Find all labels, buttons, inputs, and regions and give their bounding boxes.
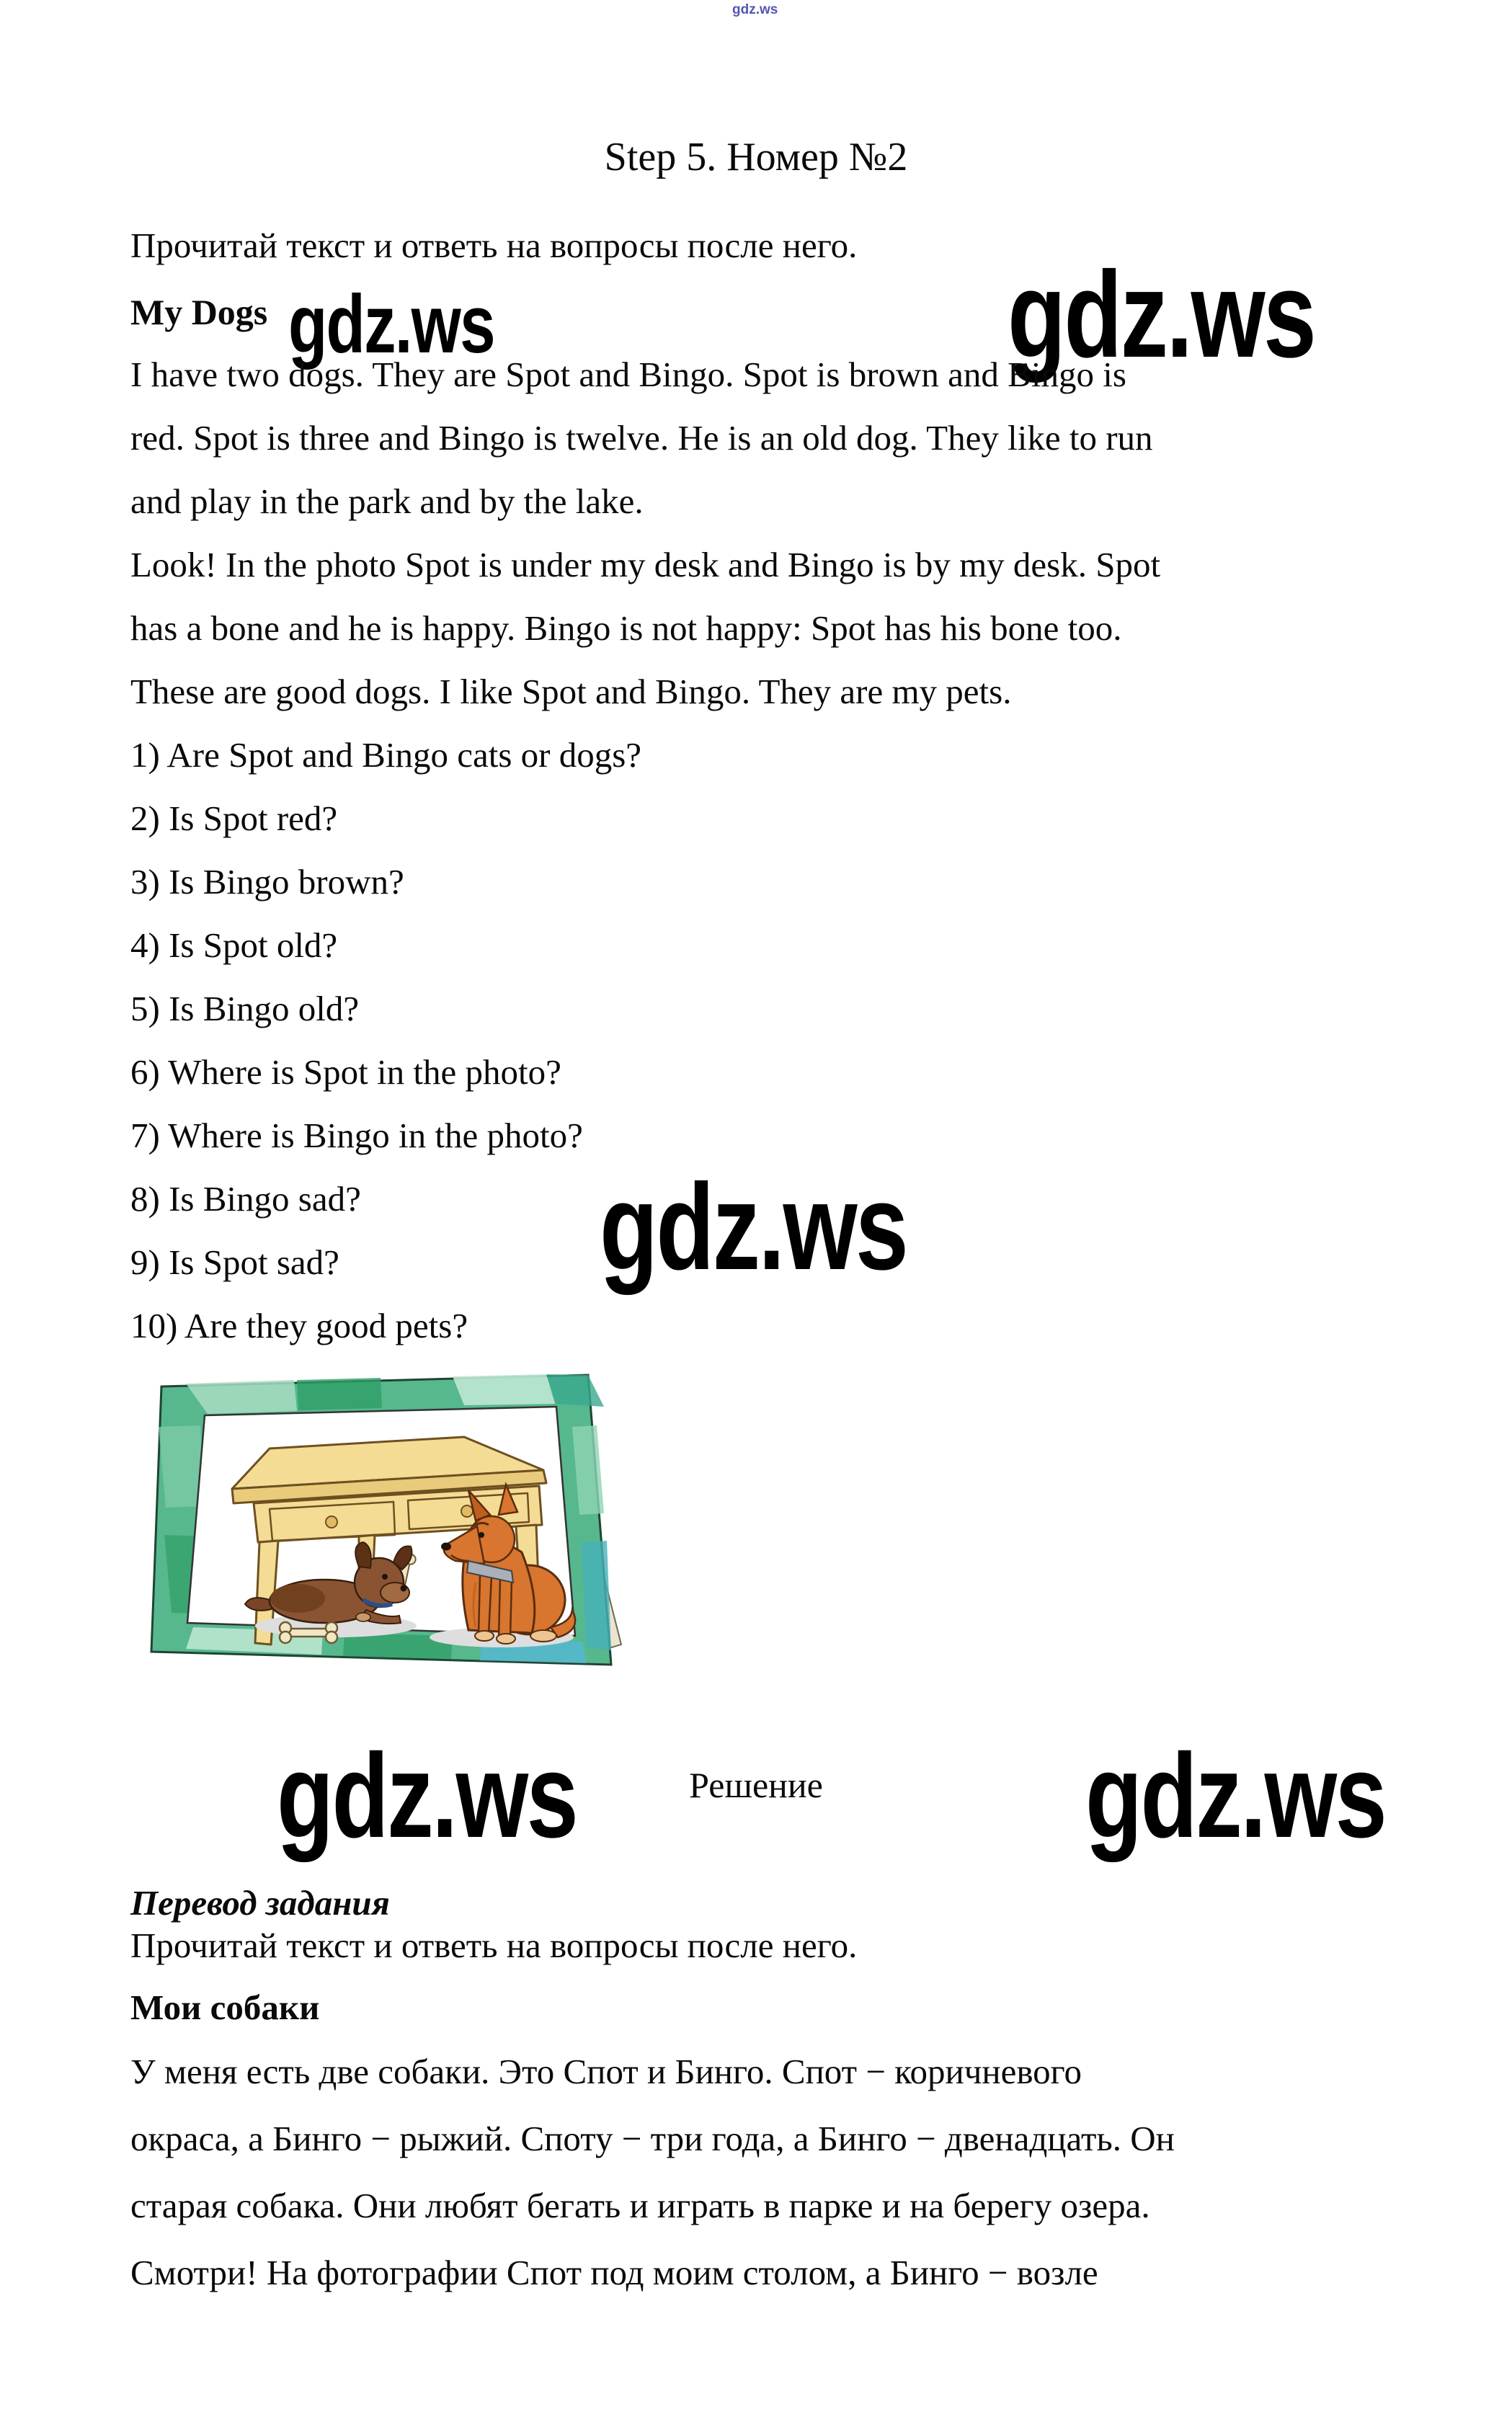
bingo-nose [441,1543,451,1551]
bingo-paw [497,1634,515,1644]
story-line: and play in the park and by the lake. [130,481,644,521]
translation-title: Мои собаки [130,1988,320,2027]
task-instruction: Прочитай текст и ответь на вопросы после него. [130,226,858,265]
gdzws-watermark-solution-left: gdz.ws [277,1730,577,1863]
translation-line: Смотри! На фотографии Спот под моим столом, а Бинго − возле [130,2253,1098,2292]
question-item: 2) Is Spot red? [130,798,338,838]
translation-line: старая собака. Они любят бегать и играть в парке и на берегу озера. [130,2186,1150,2225]
question-item: 1) Are Spot and Bingo cats or dogs? [130,735,642,775]
gdzws-watermark-inline: gdz.ws [288,279,494,370]
question-item: 4) Is Spot old? [130,925,338,965]
gdzws-watermark-right: gdz.ws [1008,246,1315,383]
question-item: 8) Is Bingo sad? [130,1179,361,1219]
story-line: Look! In the photo Spot is under my desk and Bingo is by my desk. Spot [130,545,1161,584]
gdzws-watermark-top: gdz.ws [732,2,778,17]
spot-eye [382,1574,388,1580]
bingo-paw [475,1631,494,1641]
bingo-front-leg-right [499,1578,512,1637]
question-item: 10) Are they good pets? [130,1306,468,1345]
drawer-knob-left [326,1516,337,1528]
translation-instruction: Прочитай текст и ответь на вопросы после него. [130,1926,858,1965]
question-item: 6) Where is Spot in the photo? [130,1052,561,1092]
story-paragraph [130,343,1160,724]
solution-label: Решение [689,1765,823,1805]
translation-heading: Перевод задания [130,1883,390,1923]
story-line: has a bone and he is happy. Bingo is not happy: Spot has his bone too. [130,608,1122,648]
photo-illustration [143,1362,640,1706]
question-item: 5) Is Bingo old? [130,989,360,1028]
story-line: These are good dogs. I like Spot and Bingo. They are my pets. [130,672,1012,711]
spot-ear-left [355,1542,371,1568]
drawer-knob-right [461,1505,473,1517]
story-line: red. Spot is three and Bingo is twelve. He is an old dog. They like to run [130,418,1153,458]
question-list [130,724,641,1358]
translation-line: окраса, а Бинго − рыжий. Споту − три года, а Бинго − двенадцать. Он [130,2119,1175,2158]
bingo-front-leg-left [479,1575,492,1634]
bingo-hind-paw [530,1630,556,1642]
question-item: 9) Is Spot sad? [130,1242,339,1282]
page-title: Step 5. Номер №2 [604,135,908,179]
gdzws-watermark-middle: gdz.ws [600,1159,907,1296]
question-item: 3) Is Bingo brown? [130,862,404,902]
story-line: I have two dogs. They are Spot and Bingo. Spot is brown and Bingo is [130,355,1126,394]
bingo-eye [479,1532,484,1538]
spot-nose [401,1585,407,1592]
story-heading: My Dogs [130,292,268,332]
gdzws-watermark-solution-right: gdz.ws [1085,1730,1386,1863]
translation-line: У меня есть две собаки. Это Спот и Бинго. Спот − коричневого [130,2052,1082,2091]
question-item: 7) Where is Bingo in the photo? [130,1116,583,1155]
translation-paragraph [130,2038,1175,2306]
